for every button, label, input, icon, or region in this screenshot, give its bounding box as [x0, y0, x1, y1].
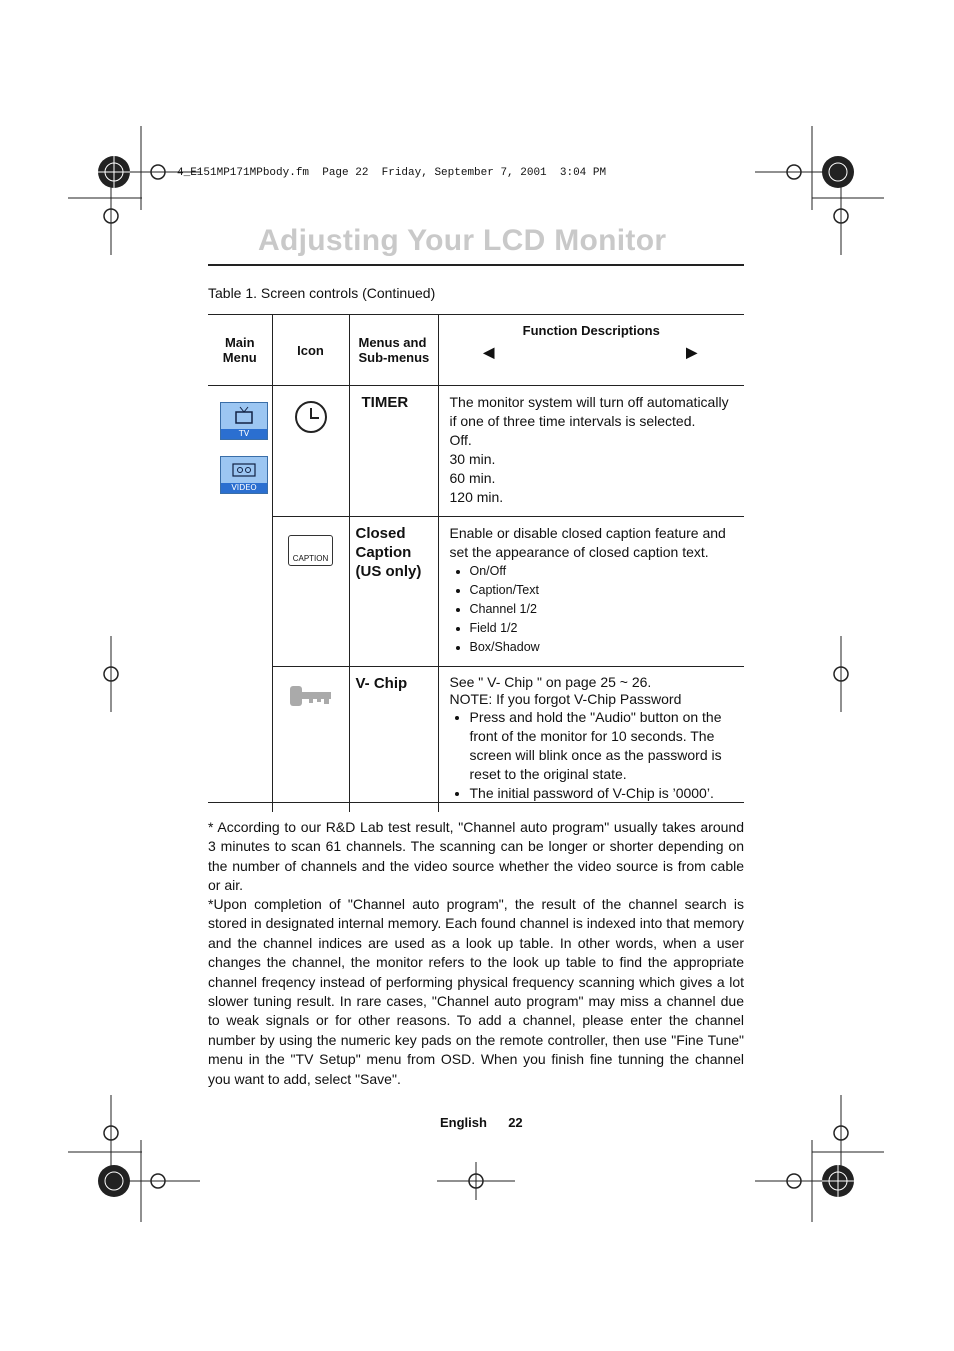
video-label: VIDEO — [221, 483, 267, 493]
timer-option-120: 120 min. — [449, 489, 504, 505]
clock-icon — [294, 400, 328, 434]
timer-menu-cell — [349, 386, 438, 517]
list-item: • Press and hold the "Audio" button on the front of the monitor for 10 seconds. The screen will blink once as the password is reset to the original state. — [470, 708, 736, 784]
timer-option-off: Off. — [449, 432, 472, 448]
left-arrow-icon: ◀ — [483, 344, 495, 360]
vchip-see-reference: See " V- Chip " on page 25 ~ 26. — [449, 674, 652, 690]
right-arrow-icon: ▶ — [686, 344, 697, 360]
caption-icon-text: CAPTION — [292, 554, 329, 563]
header-main-menu: Main Menu — [208, 315, 272, 386]
closed-caption-label: Closed Caption (US only) — [355, 525, 422, 580]
footer-page-number: 22 — [508, 1115, 523, 1130]
list-item: • Caption/Text — [470, 581, 736, 600]
header-menus: Menus and Sub-menus — [349, 315, 438, 386]
function-descriptions-label: Function Descriptions — [522, 323, 660, 338]
timer-option-60: 60 min. — [449, 470, 496, 486]
header-icon: Icon — [272, 315, 349, 386]
screen-controls-table — [208, 314, 744, 812]
caption-menu-cell — [349, 517, 438, 667]
note-paragraph-2: *Upon completion of "Channel auto program", the result of the channel search is stored in designated internal memory. Each found channel is indexed into that memory and the channel indices are used as a look up table. In other words, when a user changes the channel, the monitor refers to the look up table to find the appropriate channel freqency instead of performing physical frequency scanning which gives a lot slower tuning result. In rare cases, "Channel auto program" may miss a channel due to weak signals or for other reasons. To add a channel, please enter the channel number by using the numeric key pads on the remote controller, then use "Fine Tune" menu in the "TV Setup" menu from OSD. When you finish fine tunning the channel you want to add, select "Save". — [208, 896, 744, 1087]
list-item: • On/Off — [470, 562, 736, 581]
vchip-label: V- Chip — [355, 675, 408, 692]
table-caption: Table 1. Screen controls (Continued) — [208, 285, 436, 301]
list-item: • The initial password of V-Chip is ’0000’. — [470, 784, 736, 803]
caption-description: Enable or disable closed caption feature and set the appearance of closed caption text. — [449, 525, 726, 560]
timer-description-cell — [438, 386, 744, 517]
vchip-icon-cell — [272, 667, 349, 813]
vchip-menu-cell — [349, 667, 438, 813]
caption-icon-cell — [272, 517, 349, 667]
header-function-descriptions — [438, 315, 744, 386]
timer-description: The monitor system will turn off automatically if one of three time intervals is selected. — [449, 394, 729, 429]
tv-menu-icon — [220, 402, 268, 440]
note-paragraph-1: * According to our R&D Lab test result, "Channel auto program" usually takes around 3 minutes to scan 61 channels. The scanning can be longer or shorter depending on the number of channels and the video source whether the video source is from cable or air. — [208, 819, 744, 894]
caption-description-cell — [438, 517, 744, 667]
video-icon — [232, 463, 256, 477]
vchip-note: NOTE: If you forgot V-Chip Password — [449, 691, 682, 707]
title-rule — [208, 264, 744, 266]
list-item: • Box/Shadow — [470, 638, 736, 657]
footer-language: English — [440, 1115, 487, 1130]
timer-option-30: 30 min. — [449, 451, 496, 467]
timer-icon-cell — [272, 386, 349, 517]
page-title: Adjusting Your LCD Monitor — [258, 224, 667, 257]
table-bottom-rule — [208, 802, 744, 803]
tv-label: TV — [221, 429, 267, 439]
tv-icon — [234, 406, 254, 424]
key-icon — [289, 683, 333, 709]
main-menu-cell — [208, 386, 272, 813]
vchip-description-cell — [438, 667, 744, 813]
caption-icon — [288, 535, 333, 566]
list-item: • Channel 1/2 — [470, 600, 736, 619]
file-header-line: 4_E151MP171MPbody.fm Page 22 Friday, September 7, 2001 3:04 PM — [177, 167, 607, 179]
caption-options-list — [450, 562, 736, 657]
timer-label: TIMER — [361, 394, 409, 411]
vchip-steps-list — [450, 708, 736, 803]
video-menu-icon — [220, 456, 268, 494]
page-footer — [440, 1115, 523, 1130]
list-item: • Field 1/2 — [470, 619, 736, 638]
